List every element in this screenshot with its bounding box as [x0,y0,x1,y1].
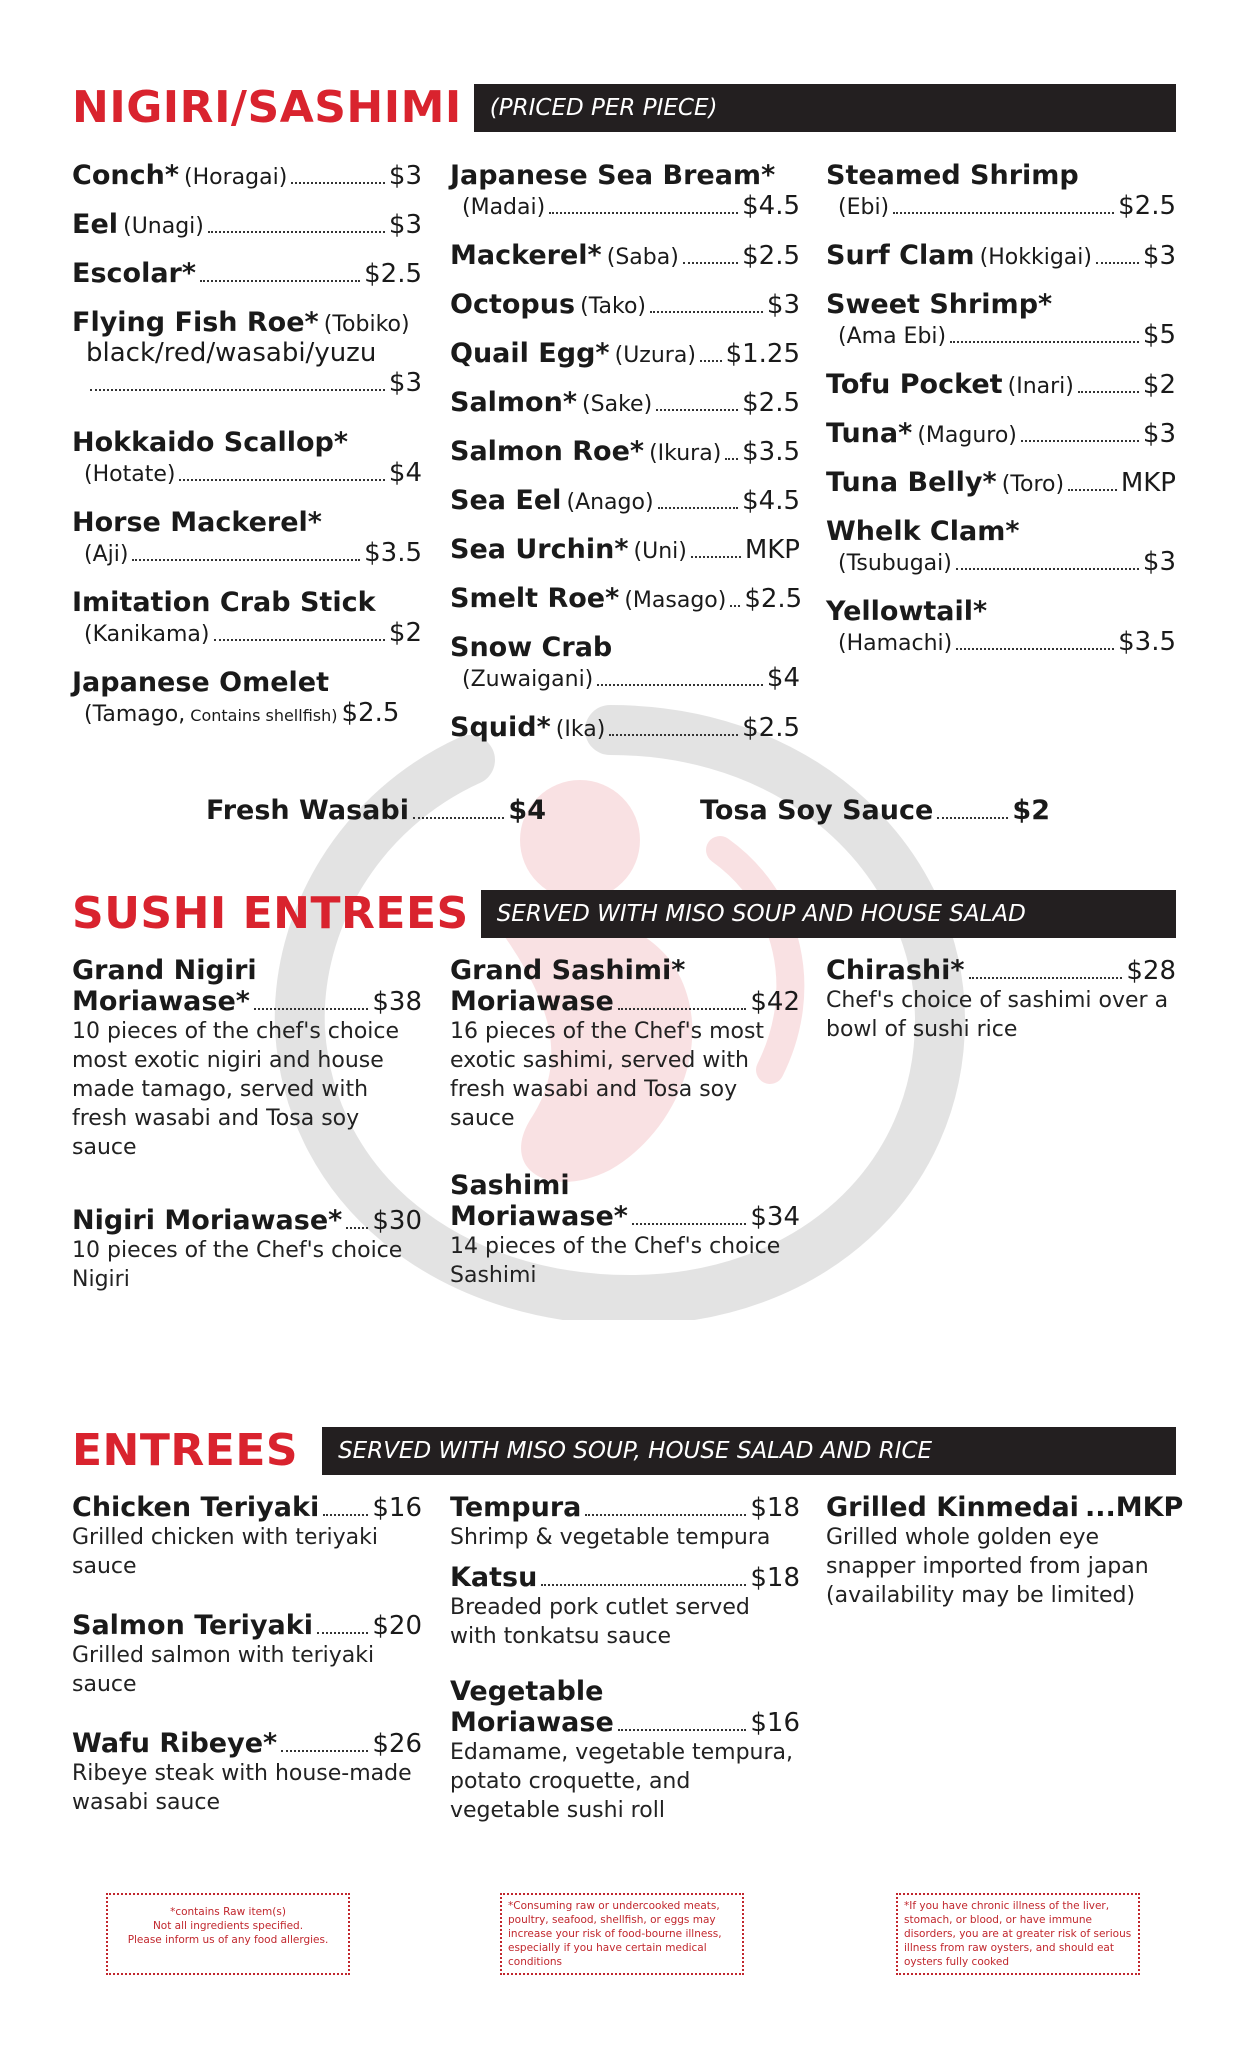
menu-item: Grilled Kinmedai ...MKP Grilled whole golden eye snapper imported from japan (availability may be limited) [826,1492,1184,1608]
allergy-note: *contains Raw item(s) Not all ingredients specified. Please inform us of any food allergies. [106,1893,350,1975]
menu-item: Octopus (Tako) $3 [450,289,800,320]
entree-column-1 [72,1492,422,1817]
menu-item: Surf Clam (Hokkigai) $3 [826,240,1176,271]
nigiri-column-1 [72,160,422,747]
menu-item: Horse Mackerel* (Aji) $3.5 [72,507,422,568]
section-subtitle: (PRICED PER PIECE) [474,84,1176,132]
menu-item: Salmon* (Sake) $2.5 [450,387,800,418]
menu-item: Steamed Shrimp (Ebi) $2.5 [826,160,1176,221]
menu-item: Tuna Belly* (Toro) MKP [826,467,1176,498]
menu-item: Tofu Pocket (Inari) $2 [826,369,1176,400]
menu-item: Whelk Clam* (Tsubugai) $3 [826,516,1176,577]
menu-item: Sweet Shrimp* (Ama Ebi) $5 [826,289,1176,350]
nigiri-column-3 [826,160,1176,676]
sushi-column-2 [450,955,800,1290]
menu-item: Wafu Ribeye* $26 Ribeye steak with house-made wasabi sauce [72,1728,422,1815]
tosa-soy-sauce-item: Tosa Soy Sauce $2 [700,795,1050,826]
menu-item: Flying Fish Roe* (Tobiko) black/red/wasabi/yuzu $3 [72,307,422,398]
menu-item: Imitation Crab Stick (Kanikama) $2 [72,587,422,648]
menu-item: Squid* (Ika) $2.5 [450,712,800,743]
fresh-wasabi-item: Fresh Wasabi $4 [206,795,546,826]
section-subtitle: SERVED WITH MISO SOUP AND HOUSE SALAD [481,890,1176,938]
section-title: ENTREES [72,1425,299,1476]
section-subtitle: SERVED WITH MISO SOUP, HOUSE SALAD AND RICE [322,1427,1176,1475]
menu-item: Snow Crab (Zuwaigani) $4 [450,632,800,693]
section-title: NIGIRI/SASHIMI [72,82,462,133]
menu-item: Grand Nigiri Moriawase* $38 10 pieces of the chef's choice most exotic nigiri and house made tamago, served with fresh wasabi and Tosa soy sauce [72,955,422,1160]
menu-item: Katsu $18 Breaded pork cutlet served with tonkatsu sauce [450,1562,800,1649]
menu-item: Grand Sashimi* Moriawase $42 16 pieces of the Chef's most exotic sashimi, served with fresh wasabi and Tosa soy sauce [450,955,800,1131]
section-title: SUSHI ENTREES [72,888,469,939]
menu-item: Vegetable Moriawase $16 Edamame, vegetable tempura, potato croquette, and vegetable sushi roll [450,1676,800,1823]
menu-item: Yellowtail* (Hamachi) $3.5 [826,596,1176,657]
nigiri-section-header [72,84,1176,132]
sushi-entrees-section-header [72,890,1176,938]
menu-item: Escolar* $2.5 [72,258,422,289]
menu-item: Salmon Roe* (Ikura) $3.5 [450,436,800,467]
menu-item: Nigiri Moriawase* $30 10 pieces of the Chef's choice Nigiri [72,1205,422,1292]
menu-item: Tempura $18 Shrimp & vegetable tempura [450,1492,800,1550]
menu-item: Japanese Sea Bream* (Madai) $4.5 [450,160,800,221]
entree-column-3 [826,1492,1184,1610]
menu-item: Salmon Teriyaki $20 Grilled salmon with teriyaki sauce [72,1610,422,1697]
sushi-column-3 [826,955,1176,1044]
raw-food-warning: *Consuming raw or undercooked meats, poultry, seafood, shellfish, or eggs may increase your risk of food-bourne illness, especially if you have certain medical conditions [500,1893,744,1975]
menu-item: Hokkaido Scallop* (Hotate) $4 [72,427,422,488]
entrees-section-header [72,1427,1176,1475]
menu-item: Sea Urchin* (Uni) MKP [450,534,800,565]
menu-item: Sea Eel (Anago) $4.5 [450,485,800,516]
menu-item: Tuna* (Maguro) $3 [826,418,1176,449]
menu-item: Mackerel* (Saba) $2.5 [450,240,800,271]
menu-item: Chicken Teriyaki $16 Grilled chicken with teriyaki sauce [72,1492,422,1579]
menu-item: Smelt Roe* (Masago) $2.5 [450,583,803,614]
menu-item: Chirashi* $28 Chef's choice of sashimi over a bowl of sushi rice [826,955,1176,1042]
entree-column-2 [450,1492,800,1825]
menu-item: Conch* (Horagai) $3 [72,160,422,191]
oyster-warning: *If you have chronic illness of the liver, stomach, or blood, or have immune disorders, you are at greater risk of serious illness from raw oysters, and should eat oysters fully cooked [896,1893,1140,1975]
menu-item: Quail Egg* (Uzura) $1.25 [450,338,800,369]
nigiri-column-2 [450,160,803,761]
menu-item: Japanese Omelet (Tamago, Contains shellfish) $2.5 [72,667,400,728]
menu-item: Eel (Unagi) $3 [72,209,422,240]
sushi-column-1 [72,955,422,1294]
menu-item: Sashimi Moriawase* $34 14 pieces of the Chef's choice Sashimi [450,1170,800,1288]
